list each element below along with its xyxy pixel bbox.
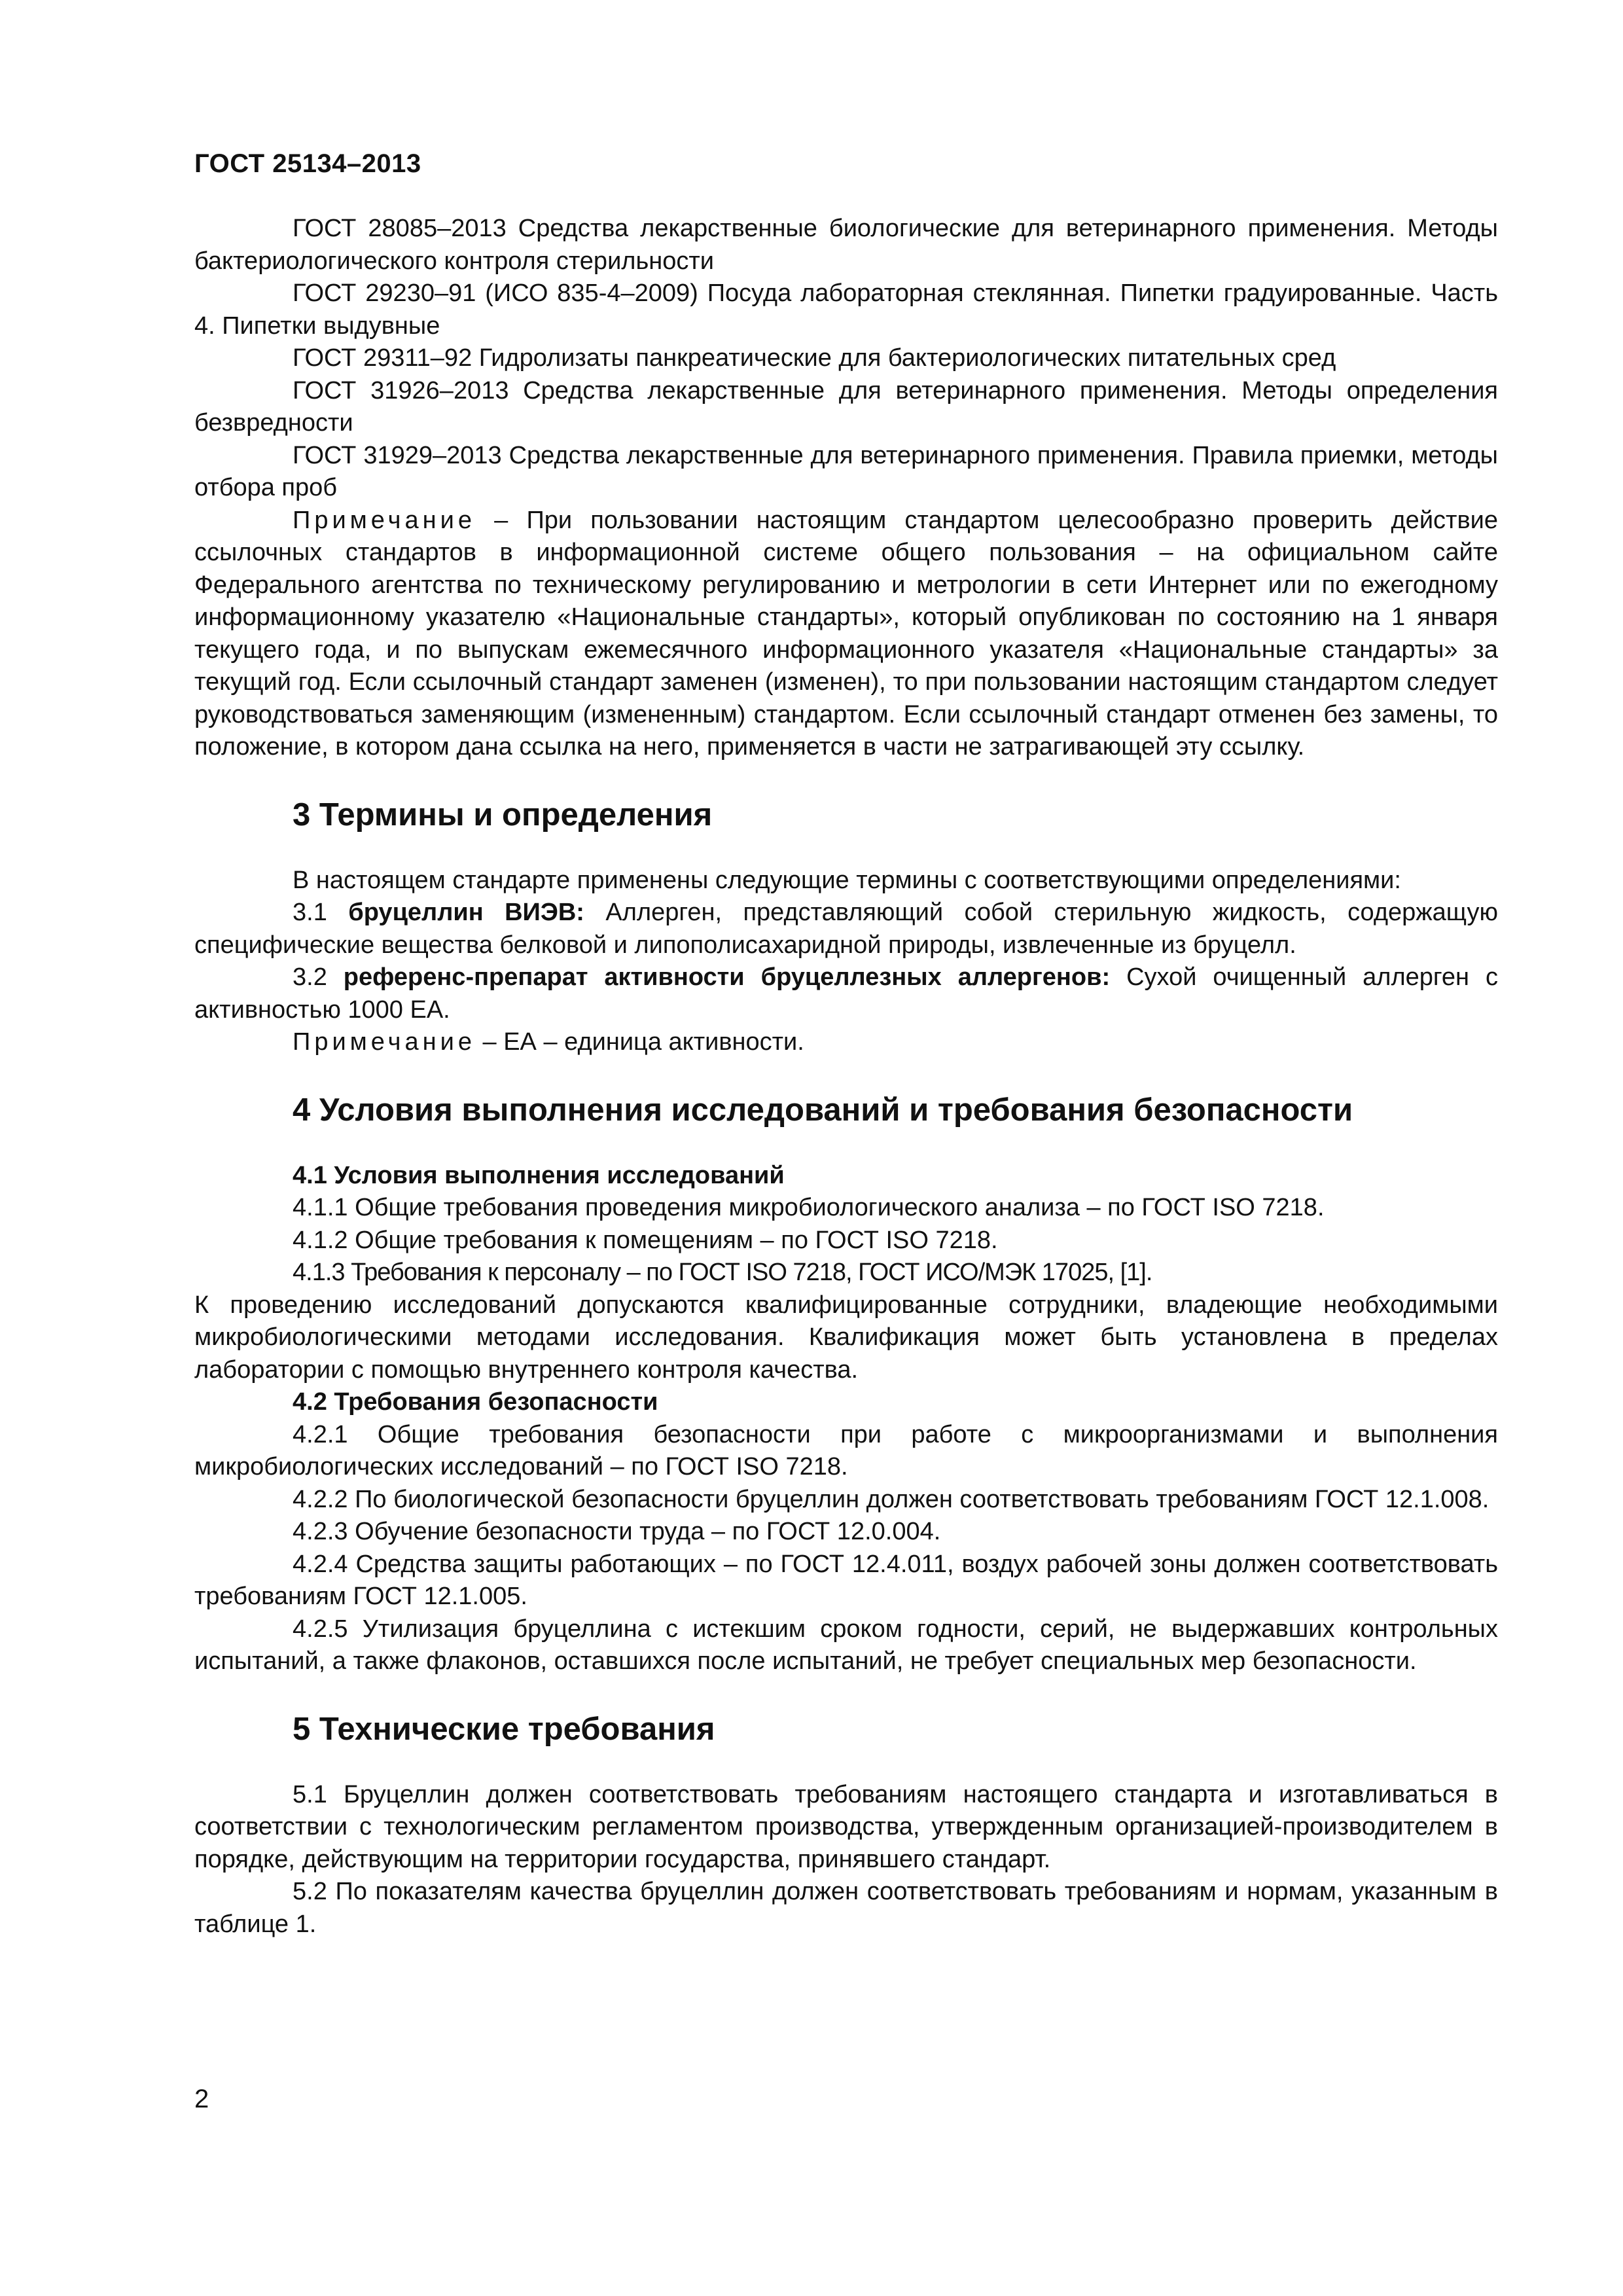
clause-5-1: 5.1 Бруцеллин должен соответствовать требованиям настоящего стандарта и изготавливаться в соответствии с технологическим регламентом производства, утвержденным организацией-производителем в порядке, действующим на территории государства, принявшего стандарт. [194,1780,1498,1873]
reference-gost-31926: ГОСТ 31926–2013 Средства лекарственные для ветеринарного применения. Методы определения безвредности [194,376,1498,437]
note-units: Примечание – ЕА – единица активности. [293,1028,804,1056]
note-label: Примечание [293,506,476,534]
page-number: 2 [194,2085,209,2113]
document-header: ГОСТ 25134–2013 [194,149,421,178]
section-3-heading: 3 Термины и определения [293,797,713,833]
term-reference-preparation: референс-препарат активности бруцеллезных аллергенов: [343,963,1111,991]
reference-gost-29311: ГОСТ 29311–92 Гидролизаты панкреатические для бактериологических питательных сред [293,344,1336,372]
section-5-heading: 5 Технические требования [293,1711,715,1747]
term-brucellin: бруцеллин ВИЭВ: [348,899,584,926]
note-text: – При пользовании настоящим стандартом целесообразно проверить действие ссылочных стандартов в информационной системе общего пользования – на официальном сайте Федерального агентства по техническому регулированию и метрологии в сети Интернет или по ежегодному информационному указателю «Национальные стандарты», который опубликован по состоянию на 1 января текущего года, и по выпускам ежемесячного информационного указателя «Национальные стандарты» за текущий год. Если ссылочный стандарт заменен (изменен), то при пользовании настоящим стандартом следует руководствоваться заменяющим (измененным) стандартом. Если ссылочный стандарт отменен без замены, то положение, в котором дана ссылка на него, применяется в части не затрагивающей эту ссылку. [194,506,1498,761]
clause-4-2-1: 4.2.1 Общие требования безопасности при работе с микроорганизмами и выполнения микробиологических исследований – по ГОСТ ISO 7218. [194,1420,1498,1480]
subsection-4-1-heading: 4.1 Условия выполнения исследований [293,1161,785,1189]
reference-gost-29230: ГОСТ 29230–91 (ИСО 835-4–2009) Посуда лабораторная стеклянная. Пипетки градуированные. Часть 4. Пипетки выдувные [194,279,1498,340]
clause-4-2-2: 4.2.2 По биологической безопасности бруцеллин должен соответствовать требованиям ГОСТ 12.1.008. [293,1485,1489,1513]
note-label: Примечание [293,1028,476,1056]
term-3-1: 3.1 бруцеллин ВИЭВ: Аллерген, представляющий собой стерильную жидкость, содержащую специфические вещества белковой и липополисахаридной природы, извлеченные из бруцелл. [194,899,1498,959]
clause-4-1-2: 4.1.2 Общие требования к помещениям – по ГОСТ ISO 7218. [293,1226,998,1254]
clause-4-1-1: 4.1.1 Общие требования проведения микробиологического анализа – по ГОСТ ISO 7218. [293,1194,1325,1221]
clause-staff-qualification: К проведению исследований допускаются квалифицированные сотрудники, владеющие необходимыми микробиологическими методами исследования. Квалификация может быть установлена в пределах лаборатории с помощью внутреннего контроля качества. [194,1291,1498,1384]
clause-4-1-3: 4.1.3 Требования к персоналу – по ГОСТ ISO 7218, ГОСТ ИСО/МЭК 17025, [1]. [293,1259,1152,1286]
clause-4-2-4: 4.2.4 Средства защиты работающих – по ГОСТ 12.4.011, воздух рабочей зоны должен соответствовать требованиям ГОСТ 12.1.005. [194,1550,1498,1610]
section-3-intro: В настоящем стандарте применены следующие термины с соответствующими определениями: [293,866,1401,894]
clause-5-2: 5.2 По показателям качества бруцеллин должен соответствовать требованиям и нормам, указанным в таблице 1. [194,1878,1498,1938]
subsection-4-2-heading: 4.2 Требования безопасности [293,1388,658,1416]
document-body [194,213,1498,1941]
term-3-2: 3.2 референс-препарат активности бруцеллезных аллергенов: Сухой очищенный аллерген с активностью 1000 ЕА. [194,963,1498,1024]
section-4-heading: 4 Условия выполнения исследований и требования безопасности [293,1092,1353,1128]
reference-gost-31929: ГОСТ 31929–2013 Средства лекарственные для ветеринарного применения. Правила приемки, методы отбора проб [194,441,1498,501]
note-references [194,505,1498,764]
clause-4-2-5: 4.2.5 Утилизация бруцеллина с истекшим сроком годности, серий, не выдержавших контрольных испытаний, а также флаконов, оставшихся после испытаний, не требует специальных мер безопасности. [194,1615,1498,1675]
clause-4-2-3: 4.2.3 Обучение безопасности труда – по ГОСТ 12.0.004. [293,1518,941,1545]
reference-gost-28085: ГОСТ 28085–2013 Средства лекарственные биологические для ветеринарного применения. Методы бактериологического контроля стерильности [194,215,1498,275]
